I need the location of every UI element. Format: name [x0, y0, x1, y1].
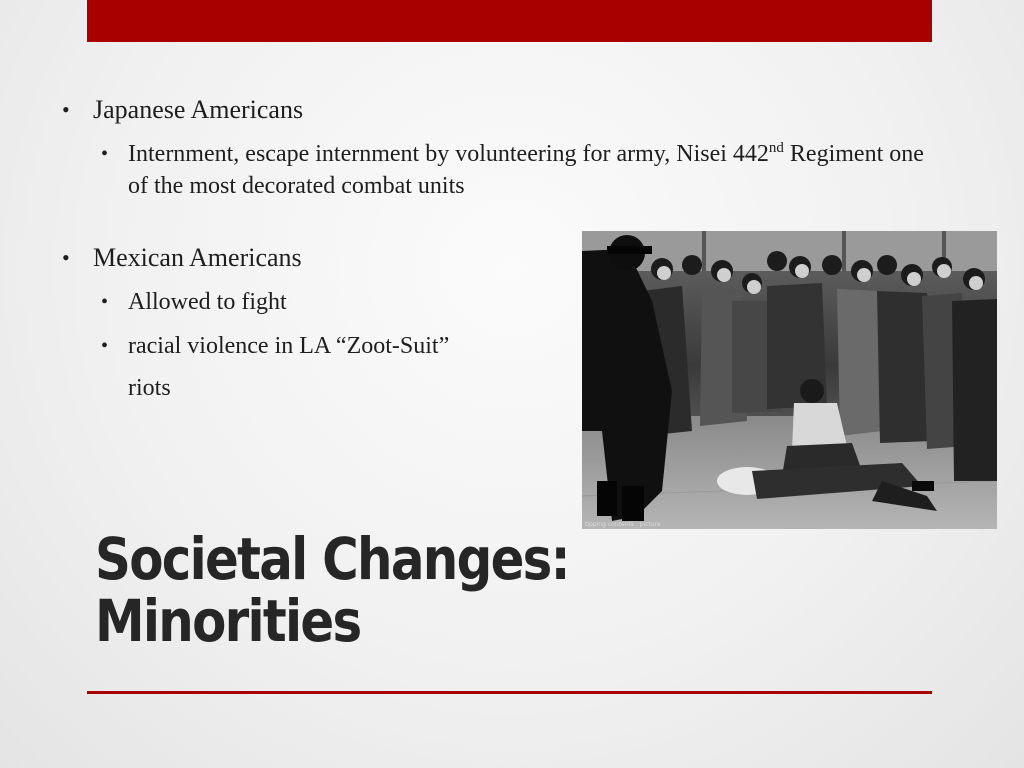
- title-line-2: Minorities: [95, 587, 361, 655]
- sub-bullet-continuation: riots: [128, 375, 171, 401]
- sub-bullet-text-b: Regiment one of the most decorated combat units: [128, 141, 924, 199]
- superscript-nd: nd: [768, 140, 784, 156]
- photo-caption: tipping contents . picture: [585, 521, 661, 528]
- zoot-suit-riot-photo: [582, 231, 997, 529]
- bullet-text: Mexican Americans: [93, 243, 302, 272]
- bullet-dot-icon: •: [101, 335, 109, 357]
- title-line-1: Societal Changes:: [95, 525, 569, 593]
- bottom-accent-rule: [87, 691, 932, 694]
- sub-bullet-text: Allowed to fight: [128, 289, 287, 315]
- photo-illustration: [582, 231, 997, 529]
- bullet-japanese-americans: [58, 94, 938, 126]
- bullet-dot-icon: •: [101, 291, 109, 313]
- slide-title: [95, 525, 800, 655]
- bullet-text: Japanese Americans: [93, 95, 304, 124]
- top-accent-bar: [87, 0, 932, 42]
- sub-bullet-internment: [101, 138, 938, 202]
- sub-bullet-text-a: Internment, escape internment by volunteering for army, Nisei 442: [128, 141, 769, 167]
- sub-bullet-text: racial violence in LA “Zoot-Suit”: [128, 333, 450, 359]
- bullet-dot-icon: •: [101, 143, 109, 165]
